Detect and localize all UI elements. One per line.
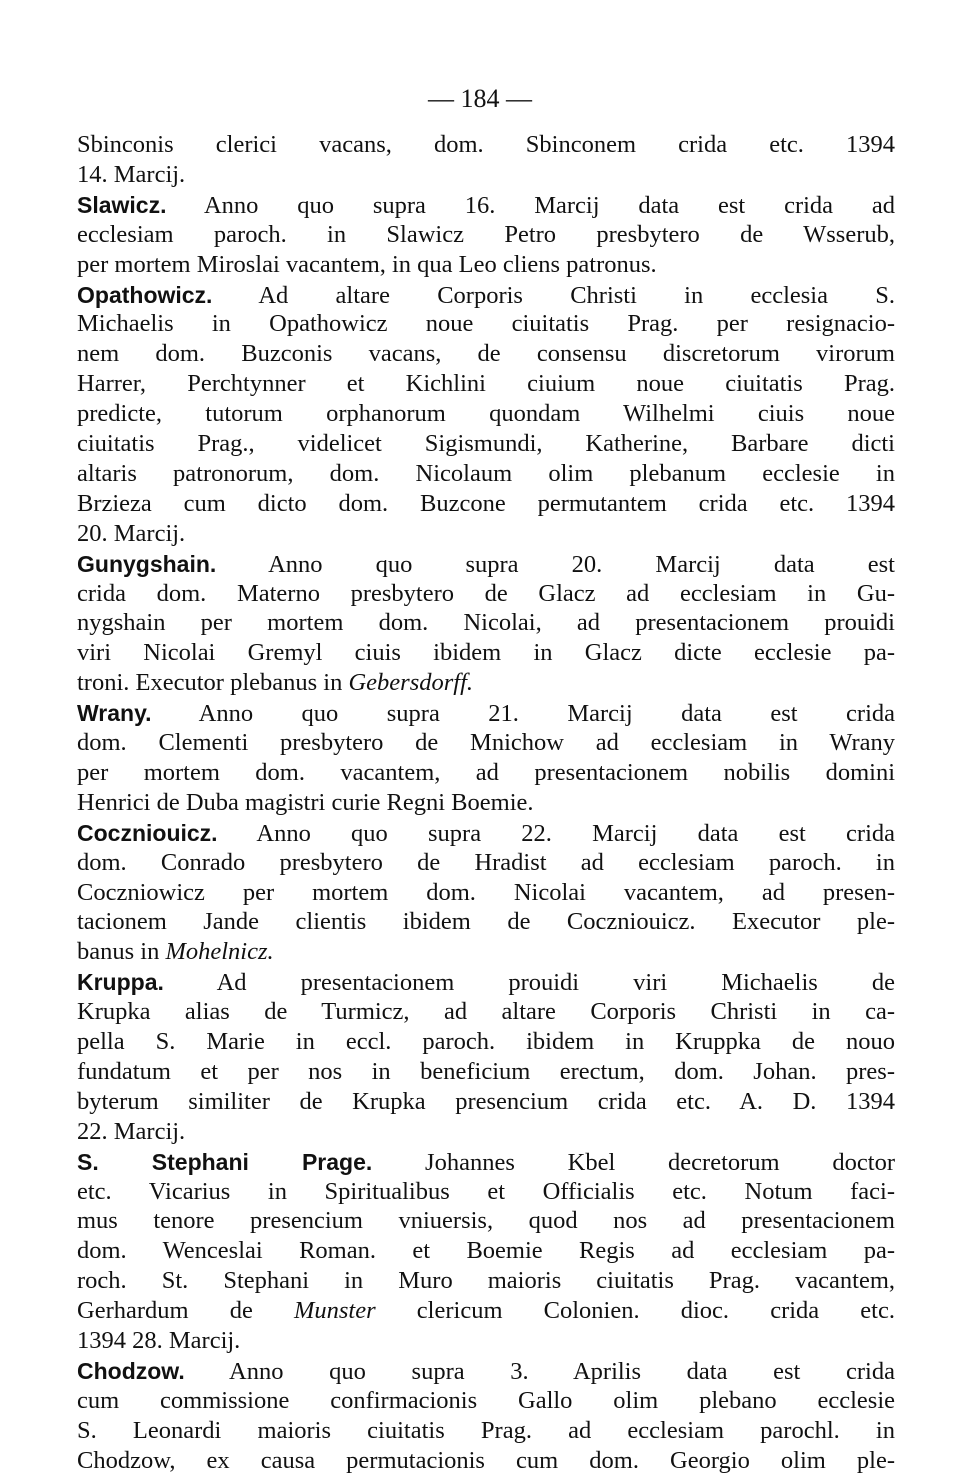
line-text: tacionem Jande clientis ibidem de Coczniouicz. Executor ple-: [77, 908, 895, 936]
text-line: [77, 1296, 895, 1326]
text-line: [77, 1266, 895, 1296]
entry-heading: S. Stephani Prage.: [77, 1148, 373, 1175]
line-text: etc. Vicarius in Spiritualibus et Officialis etc. Notum faci-: [77, 1177, 895, 1205]
line-text: predicte, tutorum orphanorum quondam Wilhelmi ciuis noue: [77, 400, 895, 428]
line-text: per mortem Miroslai vacantem, in qua Leo cliens patronus.: [77, 250, 657, 278]
text-line: [77, 519, 895, 549]
entry-first-line: [77, 698, 895, 728]
line-text: S. Leonardi maioris ciuitatis Prag. ad ecclesiam parochl. in: [77, 1416, 895, 1444]
line-text: fundatum et per nos in beneficium erectum, dom. Johan. pres-: [77, 1057, 895, 1085]
line-text: Harrer, Perchtynner et Kichlini ciuium noue ciuitatis Prag.: [77, 370, 895, 398]
text-line: [77, 250, 895, 280]
line-text: mus tenore presencium vniuersis, quod nos ad presentacionem: [77, 1207, 895, 1235]
text-line: [77, 997, 895, 1027]
text-line: [77, 848, 895, 878]
entry-first-line: [77, 818, 895, 848]
line-text: crida dom. Materno presbytero de Glacz ad ecclesiam in Gu-: [77, 579, 895, 607]
line-text: Michaelis in Opathowicz noue ciuitatis Prag. per resignacio-: [77, 310, 895, 338]
line-text: dom. Clementi presbytero de Mnichow ad ecclesiam in Wrany: [77, 729, 895, 756]
text-line: [77, 1117, 895, 1147]
text-line: [77, 608, 895, 638]
text-line: [77, 489, 895, 519]
line-text: Anno quo supra 22. Marcij data est crida: [217, 819, 895, 847]
line-text: dom. Wenceslai Roman. et Boemie Regis ad ecclesiam pa-: [77, 1237, 895, 1265]
text-line: [77, 130, 895, 160]
line-text: nygshain per mortem dom. Nicolai, ad presentacionem prouidi: [77, 609, 895, 637]
text-line: [77, 579, 895, 609]
line-text: pella S. Marie in eccl. paroch. ibidem in Kruppka de nouo: [77, 1028, 895, 1055]
text-line: [77, 1027, 895, 1057]
text-line: [77, 309, 895, 339]
entry-first-line: [77, 190, 895, 220]
line-text: 20. Marcij.: [77, 519, 186, 547]
place-name-italic: Gebersdorff.: [348, 669, 474, 697]
text-line: [77, 638, 895, 668]
text-line: [77, 937, 895, 967]
place-name-italic: Mohelnicz.: [165, 938, 274, 966]
entry-heading: Kruppa.: [77, 969, 164, 996]
text-line: [77, 399, 895, 429]
text-line: [77, 878, 895, 908]
line-text: 22. Marcij.: [77, 1117, 186, 1145]
line-text: Brzieza cum dicto dom. Buzcone permutantem crida etc. 1394: [77, 489, 895, 517]
place-name-italic: Munster: [293, 1297, 376, 1325]
entry-heading: Chodzow.: [77, 1357, 185, 1384]
entry-heading: Coczniouicz.: [77, 819, 218, 846]
entry-first-line: [77, 967, 895, 997]
line-text: 1394 28. Marcij.: [77, 1327, 241, 1354]
line-text: ciuitatis Prag., videlicet Sigismundi, Katherine, Barbare dicti: [77, 430, 895, 457]
line-text: Ad presentacionem prouidi viri Michaelis de: [163, 969, 895, 997]
text-line: [77, 1236, 895, 1266]
line-text: dom. Conrado presbytero de Hradist ad ecclesiam paroch. in: [77, 848, 895, 876]
line-text: Krupka alias de Turmicz, ad altare Corporis Christi in ca-: [77, 998, 895, 1026]
text-line: [77, 758, 895, 788]
text-line: [77, 788, 895, 818]
line-text: Anno quo supra 21. Marcij data est crida: [151, 700, 895, 728]
text-line: [77, 728, 895, 758]
line-text: Henrici de Duba magistri curie Regni Boemie.: [77, 788, 534, 816]
entry-first-line: [77, 549, 895, 579]
line-text: roch. St. Stephani in Muro maioris ciuitatis Prag. vacantem,: [77, 1267, 895, 1295]
line-text: per mortem dom. vacantem, ad presentacionem nobilis domini: [77, 758, 895, 786]
entry-heading: Opathowicz.: [77, 281, 213, 308]
text-line: [77, 459, 895, 489]
line-text: troni. Executor plebanus in: [77, 669, 349, 697]
text-line: [77, 1206, 895, 1236]
text-line: [77, 1057, 895, 1087]
line-text: Anno quo supra 3. Aprilis data est crida: [184, 1357, 895, 1385]
line-text: Ad altare Corporis Christi in ecclesia S.: [212, 281, 895, 309]
line-text: Chodzow, ex causa permutacionis cum dom. Georgio olim ple-: [77, 1446, 895, 1474]
entry-heading: Wrany.: [77, 700, 152, 727]
text-line: [77, 160, 895, 190]
line-text: Coczniowicz per mortem dom. Nicolai vacantem, ad presen-: [77, 878, 895, 906]
entry-first-line: [77, 280, 895, 310]
line-text: Anno quo supra 16. Marcij data est crida ad: [166, 191, 895, 219]
page-number: — 184 —: [428, 84, 532, 113]
line-text: Sbinconis clerici vacans, dom. Sbinconem crida etc. 1394: [77, 131, 895, 158]
text-line: [77, 429, 895, 459]
line-text: byterum similiter de Krupka presencium crida etc. A. D. 1394: [77, 1087, 895, 1115]
entry-heading: Gunygshain.: [77, 550, 217, 577]
text-line: [77, 339, 895, 369]
line-text: Johannes Kbel decretorum doctor: [372, 1148, 895, 1176]
line-text: nem dom. Buzconis vacans, de consensu discretorum virorum: [77, 340, 895, 368]
entry-first-line: [77, 1147, 895, 1177]
line-text: Anno quo supra 20. Marcij data est: [216, 550, 895, 578]
entry-first-line: [77, 1356, 895, 1386]
text-line: [77, 1087, 895, 1117]
line-text: 14. Marcij.: [77, 160, 186, 188]
text-line: [77, 1177, 895, 1207]
line-text: altaris patronorum, dom. Nicolaum olim plebanum ecclesie in: [77, 459, 895, 487]
text-line: [77, 1446, 895, 1476]
text-line: [77, 1326, 895, 1356]
entry-heading: Slawicz.: [77, 191, 167, 218]
text-line: [77, 1416, 895, 1446]
text-line: [77, 907, 895, 937]
text-line: [77, 369, 895, 399]
line-text: viri Nicolai Gremyl ciuis ibidem in Glacz dicte ecclesie pa-: [77, 639, 895, 667]
text-line: [77, 668, 895, 698]
line-text-tail: clericum Colonien. dioc. crida etc.: [375, 1297, 895, 1325]
line-text: banus in: [77, 938, 166, 966]
line-text: Gerhardum de: [77, 1297, 294, 1325]
text-line: [77, 220, 895, 250]
line-text: cum commissione confirmacionis Gallo olim plebano ecclesie: [77, 1386, 895, 1414]
text-line: [77, 1386, 895, 1416]
line-text: ecclesiam paroch. in Slawicz Petro presbytero de Wsserub,: [77, 220, 895, 248]
